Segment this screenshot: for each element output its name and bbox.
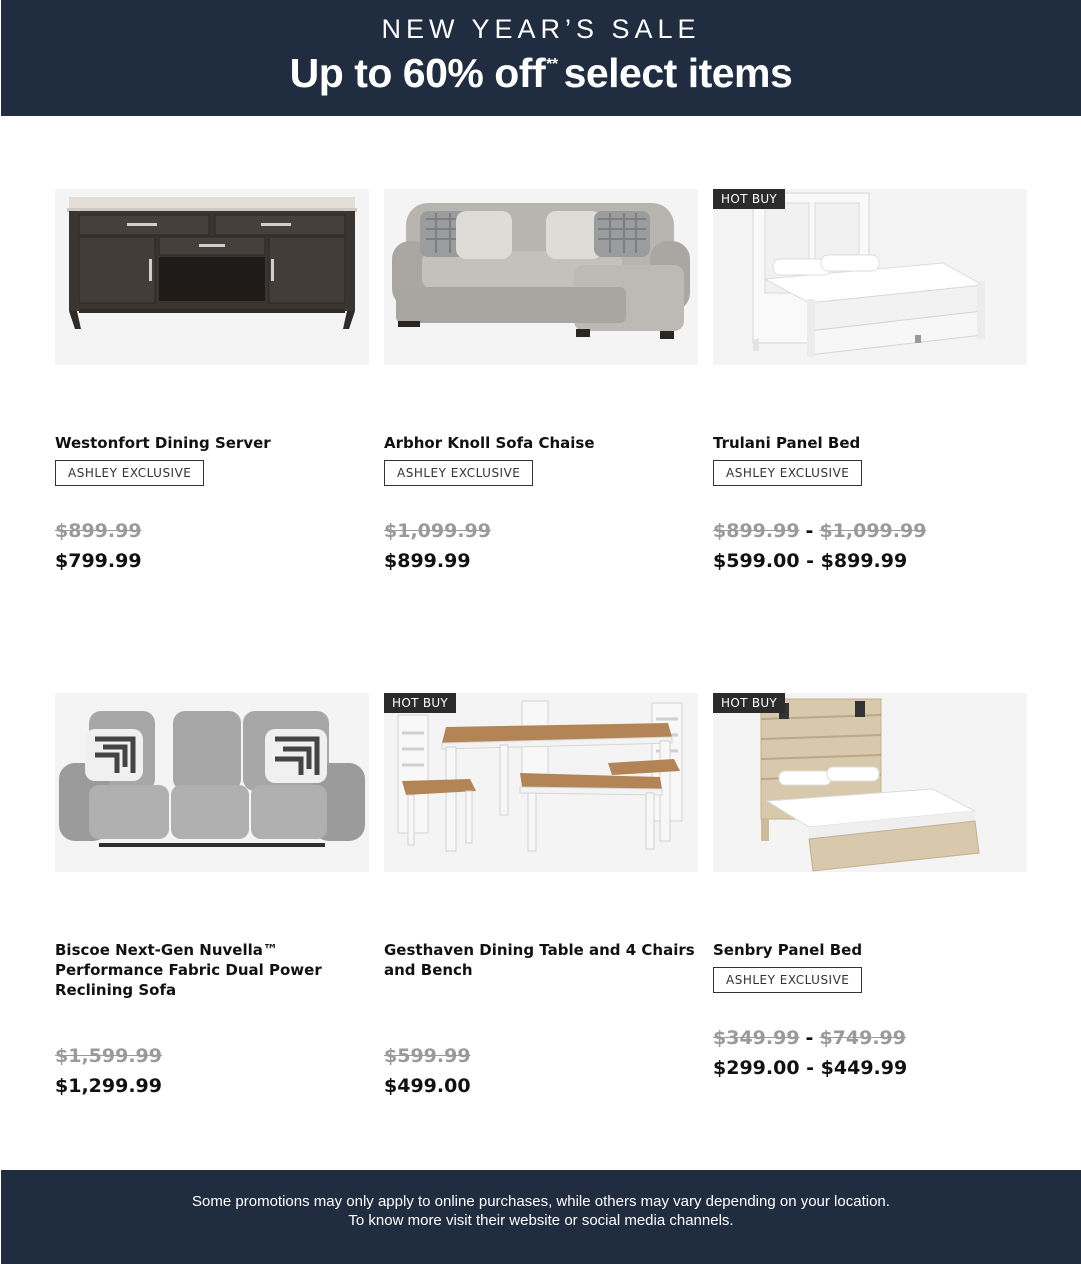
sale-price: $299.00 - $449.99 [713, 1057, 908, 1079]
hot-buy-badge: HOT BUY [713, 693, 785, 713]
original-price [55, 520, 142, 542]
original-price-high: $749.99 [819, 1027, 906, 1049]
headline-text: Up to 60% off [289, 50, 546, 96]
headline-footnote-mark: ** [546, 56, 558, 73]
price-range-separator: - [805, 1027, 814, 1049]
white-panel-bed-image [713, 189, 1027, 365]
sale-price: $1,299.99 [55, 1075, 162, 1097]
sale-price: $599.00 - $899.99 [713, 550, 908, 572]
original-price-low: $1,599.99 [55, 1045, 162, 1067]
original-price [384, 1045, 471, 1067]
sofa-chaise-image [384, 189, 698, 365]
original-price-low: $349.99 [713, 1027, 800, 1049]
footer-disclaimer [1, 1170, 1081, 1264]
sale-price: $799.99 [55, 550, 142, 572]
original-price-high: $1,099.99 [819, 520, 927, 542]
footer-line-1: Some promotions may only apply to online purchases, while others may vary depending on your location. [192, 1193, 890, 1210]
original-price [713, 1027, 906, 1049]
product-name[interactable]: Senbry Panel Bed [713, 941, 863, 959]
original-price [384, 520, 491, 542]
product-name[interactable]: Trulani Panel Bed [713, 434, 861, 452]
product-image[interactable] [55, 189, 369, 365]
sale-banner [1, 0, 1081, 116]
exclusive-badge: ASHLEY EXCLUSIVE [384, 460, 533, 486]
product-image[interactable] [713, 693, 1027, 872]
reclining-sofa-image [55, 693, 369, 872]
dining-server-image [55, 189, 369, 365]
original-price [55, 1045, 162, 1067]
hot-buy-badge: HOT BUY [713, 189, 785, 209]
price-range-separator: - [805, 520, 814, 542]
product-name[interactable]: Westonfort Dining Server [55, 434, 271, 452]
product-image[interactable] [384, 693, 698, 872]
product-image[interactable] [384, 189, 698, 365]
original-price [713, 520, 926, 542]
sale-price: $499.00 [384, 1075, 471, 1097]
dining-set-image [384, 693, 698, 872]
exclusive-badge: ASHLEY EXCLUSIVE [713, 967, 862, 993]
product-image[interactable] [55, 693, 369, 872]
sale-price: $899.99 [384, 550, 471, 572]
original-price-low: $899.99 [713, 520, 800, 542]
original-price-low: $599.99 [384, 1045, 471, 1067]
product-image[interactable] [713, 189, 1027, 365]
hot-buy-badge: HOT BUY [384, 693, 456, 713]
product-name[interactable]: Biscoe Next-Gen Nuvella™ Performance Fabric Dual Power Reclining Sofa [55, 941, 322, 999]
sale-headline [1, 50, 1081, 97]
exclusive-badge: ASHLEY EXCLUSIVE [55, 460, 204, 486]
product-name[interactable]: Gesthaven Dining Table and 4 Chairs and Bench [384, 941, 695, 979]
sale-eyebrow: NEW YEAR’S SALE [381, 14, 701, 44]
original-price-low: $1,099.99 [384, 520, 491, 542]
product-name[interactable]: Arbhor Knoll Sofa Chaise [384, 434, 595, 452]
oak-panel-bed-image [713, 693, 1027, 872]
original-price-low: $899.99 [55, 520, 142, 542]
exclusive-badge: ASHLEY EXCLUSIVE [713, 460, 862, 486]
headline-text-end: select items [563, 50, 793, 96]
footer-line-2: To know more visit their website or social media channels. [348, 1212, 734, 1229]
